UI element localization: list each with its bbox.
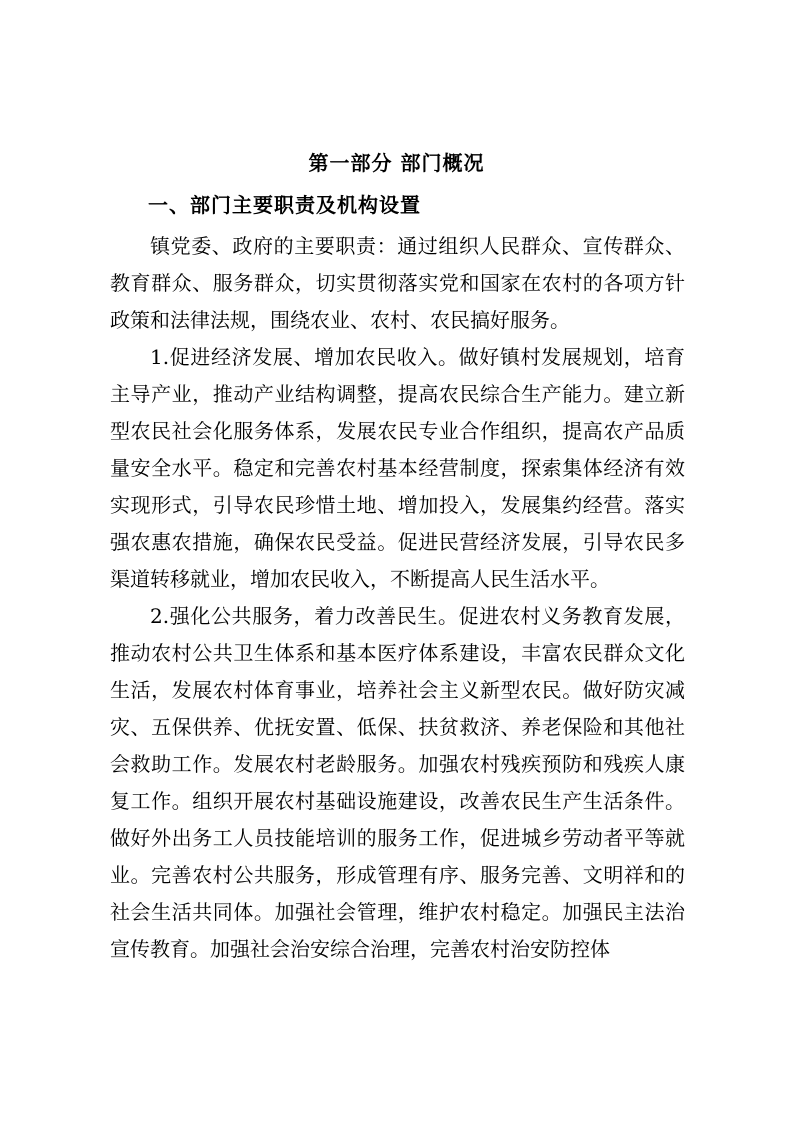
paragraph-duties-intro: 镇党委、政府的主要职责：通过组织人民群众、宣传群众、教育群众、服务群众，切实贯彻落实党和国家在农村的各项方针政策和法律法规，围绕农业、农村、农民搞好服务。 (110, 234, 685, 332)
section-heading: 一、部门主要职责及机构设置 (148, 193, 421, 217)
document-body (110, 228, 685, 968)
page-title: 第一部分 部门概况 (308, 151, 485, 175)
paragraph-public-services: 2.强化公共服务，着力改善民生。促进农村义务教育发展，推动农村公共卫生体系和基本医疗体系建设，丰富农民群众文化生活，发展农村体育事业，培养社会主义新型农民。做好防灾减灾、五保供养、优抚安置、低保、扶贫救济、养老保险和其他社会救助工作。发展农村老龄服务。加强农村残疾预防和残疾人康复工作。组织开展农村基础设施建设，改善农民生产生活条件。做好外出务工人员技能培训的服务工作，促进城乡劳动者平等就业。完善农村公共服务，形成管理有序、服务完善、文明祥和的社会生活共同体。加强社会管理，维护农村稳定。加强民主法治宣传教育。加强社会治安综合治理，完善农村治安防控体 (110, 604, 685, 961)
paragraph-economic-development: 1.促进经济发展、增加农民收入。做好镇村发展规划，培育主导产业，推动产业结构调整，提高农民综合生产能力。建立新型农民社会化服务体系，发展农民专业合作组织，提高农产品质量安全水平。稳定和完善农村基本经营制度，探索集体经济有效实现形式，引导农民珍惜土地、增加投入，发展集约经营。落实强农惠农措施，确保农民受益。促进民营经济发展，引导农民多渠道转移就业，增加农民收入，不断提高人民生活水平。 (110, 345, 685, 591)
